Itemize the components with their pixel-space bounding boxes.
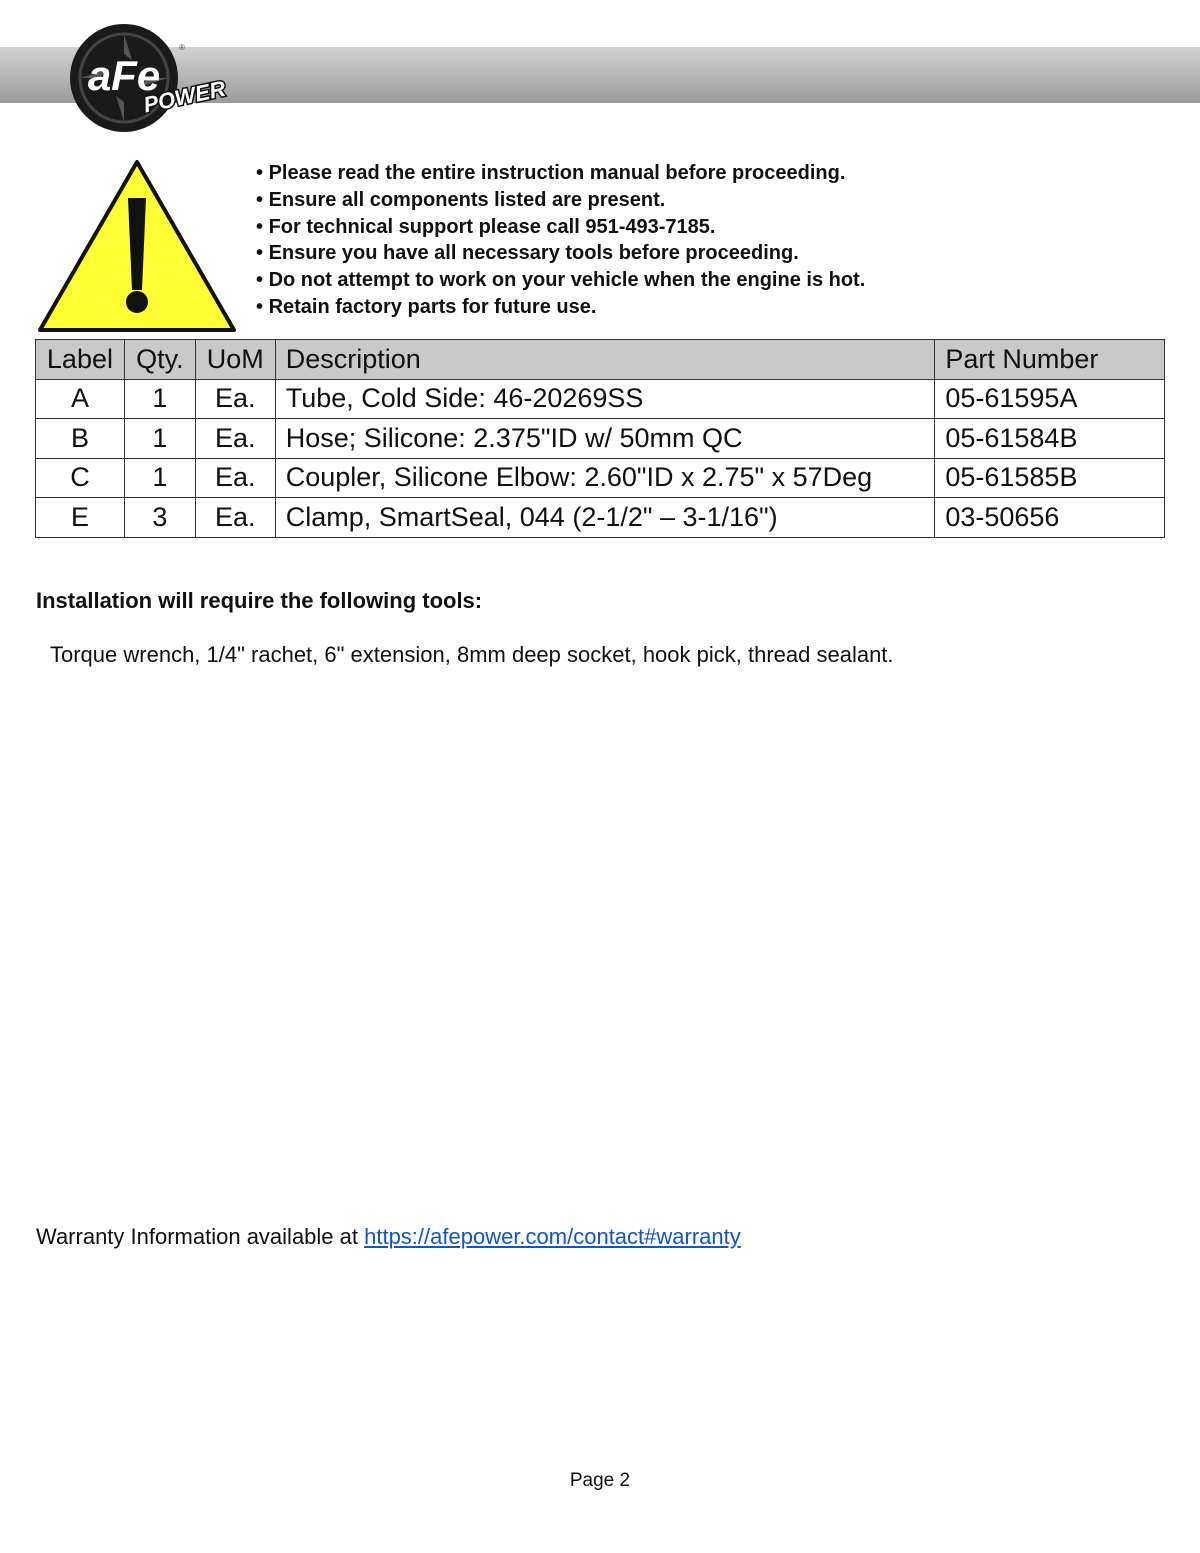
warning-list <box>256 160 865 321</box>
table-row <box>36 498 1165 538</box>
cell-label: C <box>36 458 125 498</box>
cell-description: Tube, Cold Side: 46-20269SS <box>275 379 935 419</box>
cell-part-number: 05-61585B <box>935 458 1165 498</box>
warranty-text: Warranty Information available at <box>36 1224 365 1249</box>
cell-uom: Ea. <box>195 498 275 538</box>
warning-item: • Please read the entire instruction manual before proceeding. <box>256 160 865 187</box>
cell-description: Hose; Silicone: 2.375"ID w/ 50mm QC <box>275 419 935 459</box>
cell-uom: Ea. <box>195 419 275 459</box>
cell-label: A <box>36 379 125 419</box>
cell-label: B <box>36 419 125 459</box>
table-row <box>36 458 1165 498</box>
tools-heading: Installation will require the following tools: <box>36 588 483 613</box>
table-header-row <box>36 340 1165 380</box>
warning-item: • Do not attempt to work on your vehicle when the engine is hot. <box>256 267 865 294</box>
tools-list: Torque wrench, 1/4" rachet, 6" extension, 8mm deep socket, hook pick, thread sealant. <box>50 642 894 667</box>
column-header-description: Description <box>275 340 935 380</box>
warning-item: • Retain factory parts for future use. <box>256 294 865 321</box>
page-number: Page 2 <box>569 1470 631 1491</box>
cell-uom: Ea. <box>195 379 275 419</box>
warning-item: • For technical support please call 951-493-7185. <box>256 214 865 241</box>
cell-part-number: 05-61584B <box>935 419 1165 459</box>
column-header-uom: UoM <box>195 340 275 380</box>
logo-subtext: POWER <box>141 75 228 118</box>
afe-power-logo <box>66 20 236 135</box>
warranty-info <box>36 1224 741 1250</box>
cell-part-number: 03-50656 <box>935 498 1165 538</box>
svg-text:®: ® <box>179 43 185 52</box>
cell-part-number: 05-61595A <box>935 379 1165 419</box>
cell-qty: 3 <box>124 498 195 538</box>
cell-description: Clamp, SmartSeal, 044 (2-1/2" – 3-1/16") <box>275 498 935 538</box>
column-header-label: Label <box>36 340 125 380</box>
column-header-qty: Qty. <box>124 340 195 380</box>
cell-label: E <box>36 498 125 538</box>
warning-item: • Ensure all components listed are present. <box>256 187 865 214</box>
cell-qty: 1 <box>124 379 195 419</box>
logo-text: aFe <box>87 52 161 99</box>
cell-qty: 1 <box>124 419 195 459</box>
cell-qty: 1 <box>124 458 195 498</box>
table-row <box>36 379 1165 419</box>
cell-uom: Ea. <box>195 458 275 498</box>
warning-item: • Ensure you have all necessary tools before proceeding. <box>256 240 865 267</box>
cell-description: Coupler, Silicone Elbow: 2.60"ID x 2.75" x 57Deg <box>275 458 935 498</box>
parts-table <box>35 339 1165 538</box>
warranty-link[interactable]: https://afepower.com/contact#warranty <box>364 1224 741 1249</box>
warning-icon <box>34 158 240 338</box>
column-header-part-number: Part Number <box>935 340 1165 380</box>
table-row <box>36 419 1165 459</box>
